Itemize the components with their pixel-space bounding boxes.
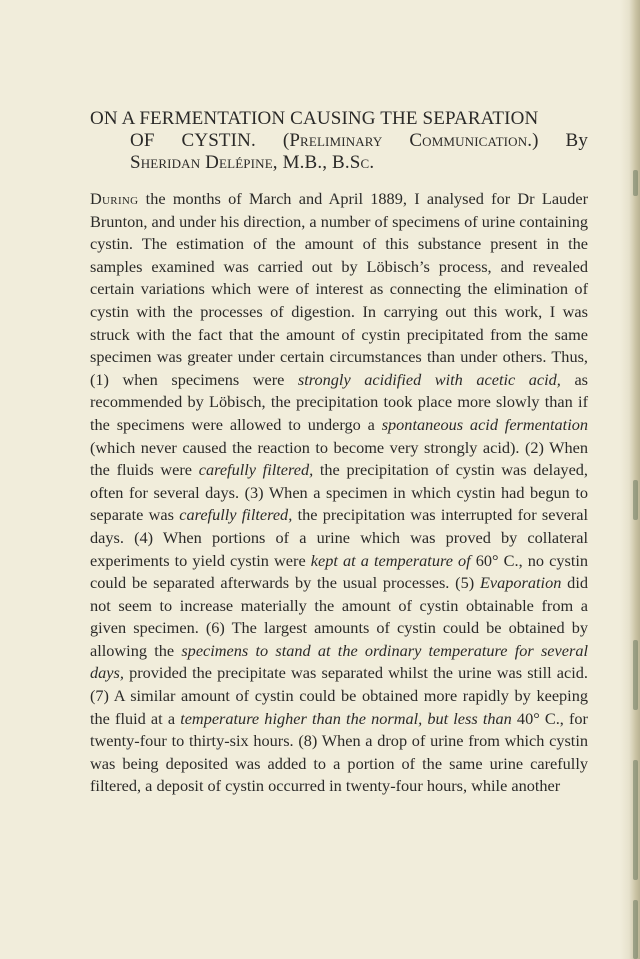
article: [90, 108, 588, 798]
article-title: [90, 108, 588, 174]
page-edge-shadow: [620, 0, 640, 959]
title-preliminary-communication: (Preliminary Communication.): [282, 130, 539, 151]
text-segment: the months of March and April 1889, I analysed for Dr Lauder Brunton, and under his direction, a number of specimens of urine containing cystin. The estimation of the amount of this substance present in the samples examined was carried out by Löbisch’s process, and revealed certain variations which were of interest as connecting the elimination of cystin with the processes of digestion. In carrying out this work, I was struck with the fact that the amount of cystin precipitated from the same specimen was greater under certain circumstances than under others. Thus, (1) when specimens were: [90, 189, 588, 389]
edge-mark: [633, 900, 638, 959]
text-segment: the precipitation of cystin was delayed, often for several days. (3) When a specimen in which cystin had begun to separate was: [90, 460, 589, 525]
emphasis-spontaneous-fermentation: spontaneous acid fermentation: [381, 414, 588, 434]
emphasis-temperature-higher: temperature higher than the normal, but less than: [180, 708, 512, 728]
edge-mark: [633, 480, 638, 520]
emphasis-specimens-stand: specimens to stand at the ordinary temperature for several days,: [90, 640, 588, 683]
emphasis-kept-at-temperature: kept at a temperature of: [310, 550, 471, 570]
text-segment: the precipitation was interrupted for several days. (4) When portions of a urine which was proved by collateral experiments to yield cystin were: [90, 505, 589, 570]
emphasis-carefully-filtered: carefully filtered,: [198, 460, 314, 480]
body-paragraph: [90, 188, 588, 798]
emphasis-evaporation: Evaporation: [479, 573, 562, 593]
text-segment: as recommended by Löbisch, the precipitation took place more slowly than if the specimens were allowed to undergo a: [90, 369, 589, 434]
text-segment: 60° C., no cystin could be separated afterwards by the usual processes. (5): [90, 550, 589, 593]
text-segment: did not seem to increase materially the amount of cystin obtainable from a given specimen. (6) The largest amounts of cystin could be obtained by allowing the: [90, 573, 588, 660]
author-line: Sheridan Delépine, M.B., B.Sc.: [130, 152, 375, 173]
emphasis-carefully-filtered-2: carefully filtered,: [179, 505, 293, 525]
title-by: By: [565, 130, 589, 151]
title-line-2: [130, 130, 588, 152]
text-segment: provided the precipitate was separated whilst the urine was still acid. (7) A similar amount of cystin could be obtained more rapidly by keeping the fluid at a: [90, 663, 588, 728]
emphasis-strongly-acidified: strongly acidified with acetic acid,: [297, 369, 561, 389]
text-segment: 40° C., for twenty-four to thirty-six hours. (8) When a drop of urine from which cystin was being deposited was added to a portion of the same urine carefully filtered, a deposit of cystin occurred in twenty-four hours, while another: [90, 708, 588, 796]
edge-mark: [633, 170, 638, 196]
edge-mark: [633, 640, 638, 710]
lead-word: During: [90, 189, 139, 208]
text-segment: (which never caused the reaction to become very strongly acid). (2) When the fluids were: [90, 437, 588, 480]
title-cystin: OF CYSTIN.: [130, 130, 256, 151]
title-line-1: ON A FERMENTATION CAUSING THE SEPARATION: [90, 108, 539, 129]
edge-mark: [633, 760, 638, 880]
